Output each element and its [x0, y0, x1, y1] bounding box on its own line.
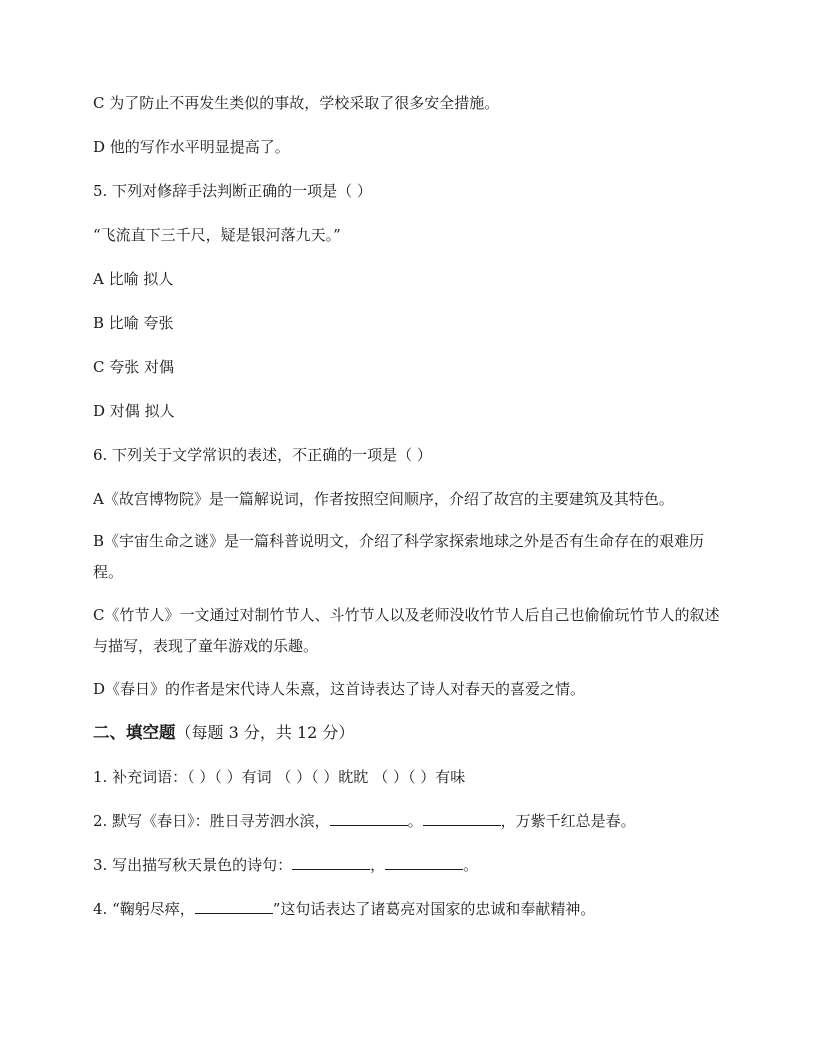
fill-4-text-a: 4. “鞠躬尽瘁， — [93, 900, 195, 918]
answer-blank — [292, 855, 370, 870]
q6-option-d: D《春日》的作者是宋代诗人朱熹，这首诗表达了诗人对春天的喜爱之情。 — [93, 680, 586, 698]
q6-option-a: A《故宫博物院》是一篇解说词，作者按照空间顺序，介绍了故宫的主要建筑及其特色。 — [93, 490, 674, 508]
q5-option-a: A 比喻 拟人 — [93, 270, 174, 288]
fill-3-text-b: ， — [370, 856, 386, 874]
fill-4-text-b: ”这句话表达了诸葛亮对国家的忠诚和奉献精神。 — [272, 900, 596, 918]
fill-question-3 — [93, 850, 733, 880]
fill-3-text-a: 3. 写出描写秋天景色的诗句： — [93, 856, 293, 874]
section-title: 二、填空题 — [93, 723, 176, 742]
fill-question-2 — [93, 806, 733, 836]
q6-option-c: C《竹节人》一文通过对制竹节人、斗竹节人以及老师没收竹节人后自己也偷偷玩竹节人的叙述与描写，表现了童年游戏的乐趣。 — [93, 606, 720, 655]
q5-option-d: D 对偶 拟人 — [93, 402, 175, 420]
section-note: （每题 3 分，共 12 分） — [175, 723, 355, 742]
answer-blank — [385, 855, 463, 870]
q4-option-c: C 为了防止不再发生类似的事故，学校采取了很多安全措施。 — [93, 94, 500, 112]
fill-2-text-a: 2. 默写《春日》：胜日寻芳泗水滨， — [93, 812, 330, 830]
answer-blank — [195, 899, 273, 914]
q5-quote: “飞流直下三千尺，疑是银河落九天。” — [93, 226, 341, 244]
fill-question-1: 1. 补充词语：（ ）（ ）有词 （ ）（ ）眈眈 （ ）（ ）有味 — [93, 768, 466, 786]
answer-blank — [423, 811, 501, 826]
q5-question: 5. 下列对修辞手法判断正确的一项是（ ） — [93, 182, 372, 200]
answer-blank — [330, 811, 408, 826]
q5-option-b: B 比喻 夸张 — [93, 314, 174, 332]
section-heading — [93, 718, 733, 748]
fill-2-text-b: 。 — [407, 812, 423, 830]
q6-option-b: B《宇宙生命之谜》是一篇科普说明文，介绍了科学家探索地球之外是否有生命存在的艰难历程。 — [93, 532, 705, 581]
q5-option-c: C 夸张 对偶 — [93, 358, 175, 376]
document-page — [93, 88, 733, 924]
q6-question: 6. 下列关于文学常识的表述，不正确的一项是（ ） — [93, 446, 432, 464]
fill-3-text-c: 。 — [463, 856, 479, 874]
q4-option-d: D 他的写作水平明显提高了。 — [93, 138, 290, 156]
fill-question-4 — [93, 894, 733, 924]
fill-2-text-c: ，万紫千红总是春。 — [500, 812, 636, 830]
